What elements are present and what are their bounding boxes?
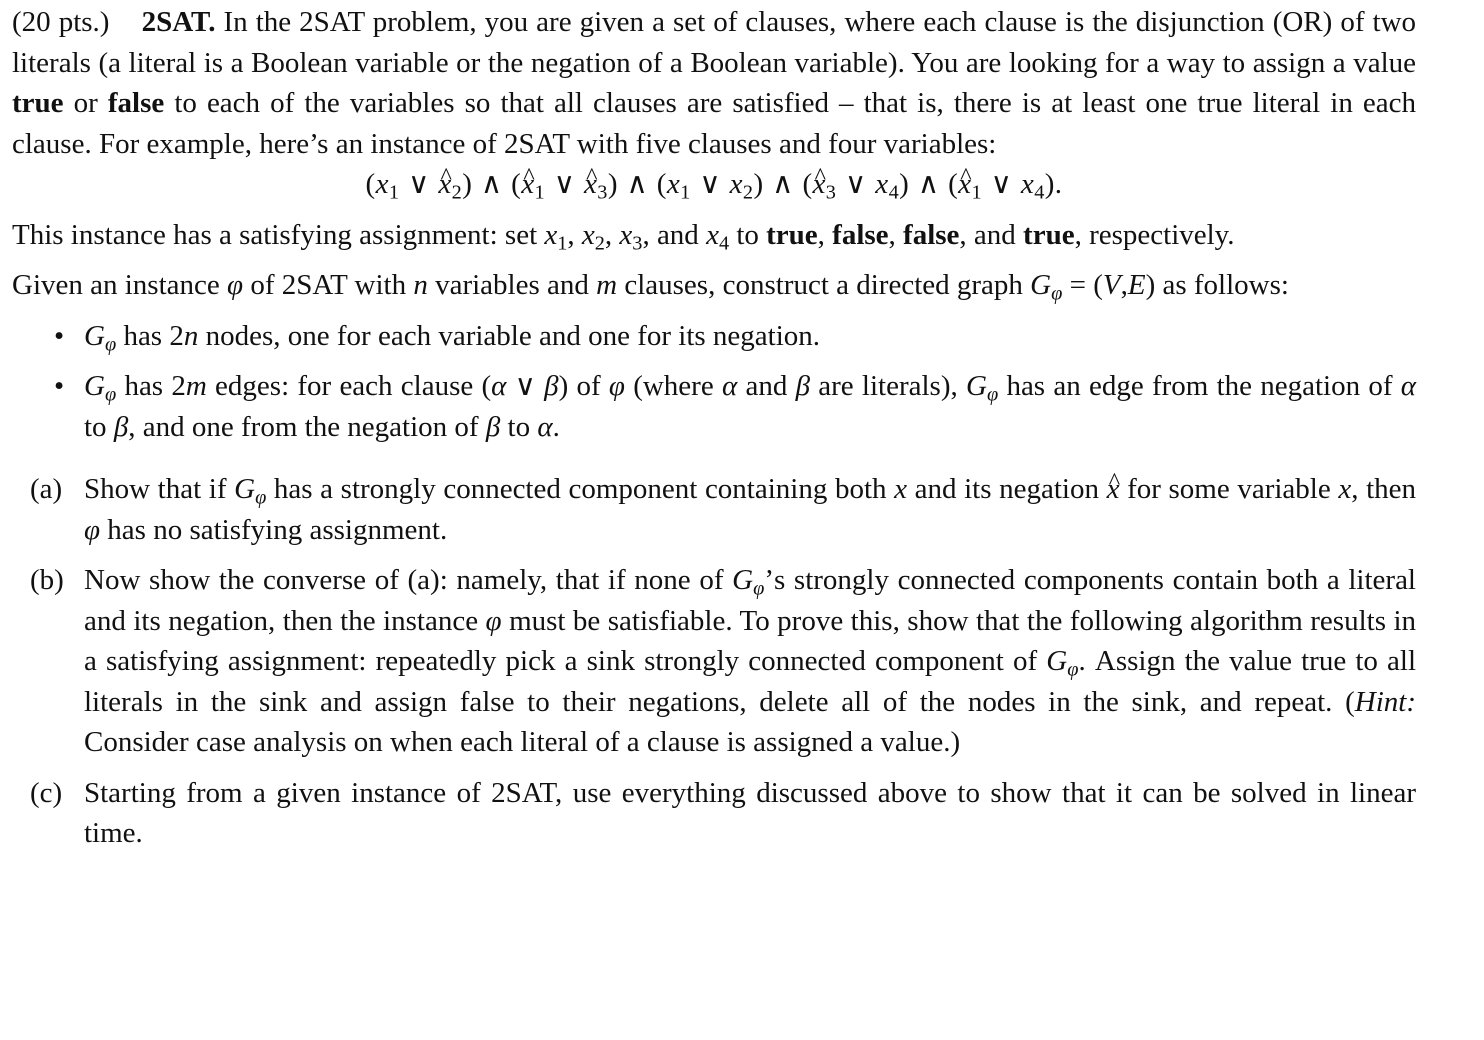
subquestion-a: (a) Show that if $G_\varphi$ has a strongly connected component containing both x and its negation ^ x for some variable x, then φ has no satisfying assignment. bbox=[12, 469, 1416, 550]
subquestion-b: (b) Now show the converse of (a): namely, that if none of $G_\varphi’s$ strongly connected components contain both a literal and its negation, then the instance φ must be satisfiable. To prove this, show that the following algorithm results in a satisfying assignment: repeatedly pick a sink strongly connected component of $G_\varphi$. Assign the value true to all literals in the sink and assign false to their negations, delete all of the nodes in the sink, and repeat. (Hint: Consider case analysis on when each literal of a clause is assigned a value.) bbox=[30, 564, 1417, 758]
problem-title: 2SAT. bbox=[141, 6, 216, 38]
points-label: (20 pts.) bbox=[12, 6, 110, 38]
graph-construction: Given an instance φ of 2SAT with n variables and m clauses, construct a directed graph $G_\varphi = (V,E)$ as follows: bbox=[12, 269, 1289, 305]
problem-intro: (20 pts.) 2SAT. In the 2SAT problem, you are given a set of clauses, where each clause is the disjunction (OR) of two literals (a literal is a Boolean variable or the negation of a Boolean variable). You are looking for a way to assign a value true or false to each of the variables so that all clauses are satisfied – that is, there is at least one true literal in each clause. For example, here’s an instance of 2SAT with five clauses and four variables: bbox=[12, 6, 1417, 160]
bullet-list bbox=[12, 316, 1416, 448]
list-item: • $G_\varphi$ has 2m edges: for each clause (α ∨ β) of φ (where α and β are literals), $G_\varphi$ has an edge from the negation of α to β, and one from the negation of β to α. bbox=[54, 370, 1416, 443]
satisfying-assignment: This instance has a satisfying assignment: set $x_1$, $x_2$, $x_3$, and $x_4$ to true, false, false, and true, respectively. bbox=[12, 218, 1235, 255]
example-formula: ($x_1$ ∨ ^ $x_2$) ∧ (^ $x_1$ ∨ ^ $x_3$) ∧ ($x_1$ ∨ $x_2$) ∧ (^ $x_3$ ∨ $x_4$) ∧ (^ $x_1$ ∨ $x_4$). bbox=[12, 164, 1416, 205]
subquestion-c: (c) Starting from a given instance of 2SAT, use everything discussed above to show that it can be solved in linear time. bbox=[30, 776, 1416, 849]
subquestion-list bbox=[12, 469, 1416, 854]
list-item: • $G_\varphi$ has 2n nodes, one for each variable and one for its negation. bbox=[54, 319, 821, 356]
hint-label: Hint: bbox=[1354, 685, 1416, 718]
